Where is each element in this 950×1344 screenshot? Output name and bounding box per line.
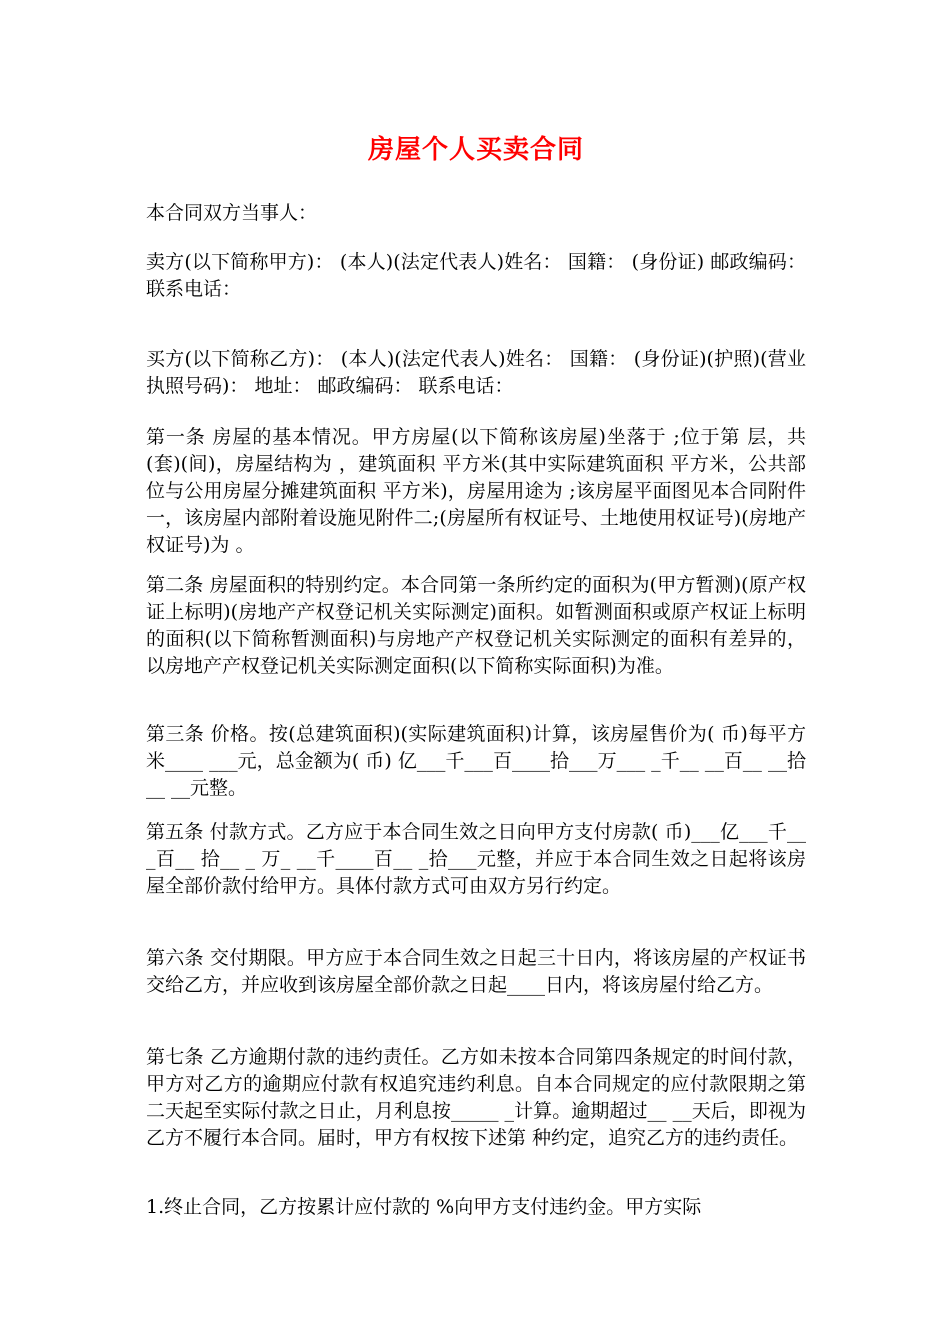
paragraph-article-3: 第三条 价格。按(总建筑面积)(实际建筑面积)计算，该房屋售价为( 币)每平方米____ ___元，总金额为( 币) 亿___千___百____拾___万___ _千__ __百__ __拾__ __元整。 xyxy=(146,723,806,799)
paragraph-article-7: 第七条 乙方逾期付款的违约责任。乙方如未按本合同第四条规定的时间付款，甲方对乙方的逾期应付款有权追究违约利息。自本合同规定的应付款限期之第二天起至实际付款之日止，月利息按_____ _计算。逾期超过__ __天后，即视为乙方不履行本合同。届时，甲方有权按下述第 种约定，追究乙方的违约责任。 xyxy=(146,1046,806,1149)
document-title: 房屋个人买卖合同 xyxy=(367,135,584,165)
paragraph-article-1: 第一条 房屋的基本情况。甲方房屋(以下简称该房屋)坐落于 ;位于第 层，共 (套)(间)，房屋结构为 ，建筑面积 平方米(其中实际建筑面积 平方米，公共部位与公用房屋分摊建筑面积 平方米)，房屋用途为 ;该房屋平面图见本合同附件一，该房屋内部附着设施见附件二;(房屋所有权证号、土地使用权证号)(房地产权证号)为 。 xyxy=(146,426,806,556)
paragraph-buyer: 买方(以下简称乙方)： (本人)(法定代表人)姓名： 国籍： (身份证)(护照)(营业执照号码)： 地址： 邮政编码： 联系电话： xyxy=(146,348,806,397)
paragraph-article-5: 第五条 付款方式。乙方应于本合同生效之日向甲方支付房款( 币)___亿___千___百__ 拾__ _ 万_ __千____百__ _拾___元整，并应于本合同生效之日起将该房屋全部价款付给甲方。具体付款方式可由双方另行约定。 xyxy=(146,821,806,897)
paragraph-seller: 卖方(以下简称甲方)： (本人)(法定代表人)姓名： 国籍： (身份证) 邮政编码： 联系电话： xyxy=(146,251,806,300)
paragraph-parties-intro: 本合同双方当事人： xyxy=(146,202,318,224)
paragraph-article-6: 第六条 交付期限。甲方应于本合同生效之日起三十日内，将该房屋的产权证书交给乙方，并应收到该房屋全部价款之日起____日内，将该房屋付给乙方。 xyxy=(146,947,806,996)
paragraph-clause-1: 1.终止合同，乙方按累计应付款的 %向甲方支付违约金。甲方实际 xyxy=(146,1196,702,1218)
paragraph-article-2: 第二条 房屋面积的特别约定。本合同第一条所约定的面积为(甲方暂测)(原产权证上标明)(房地产产权登记机关实际测定)面积。如暂测面积或原产权证上标明的面积(以下简称暂测面积)与房地产产权登记机关实际测定的面积有差异的，以房地产产权登记机关实际测定面积(以下简称实际面积)为准。 xyxy=(146,574,806,677)
